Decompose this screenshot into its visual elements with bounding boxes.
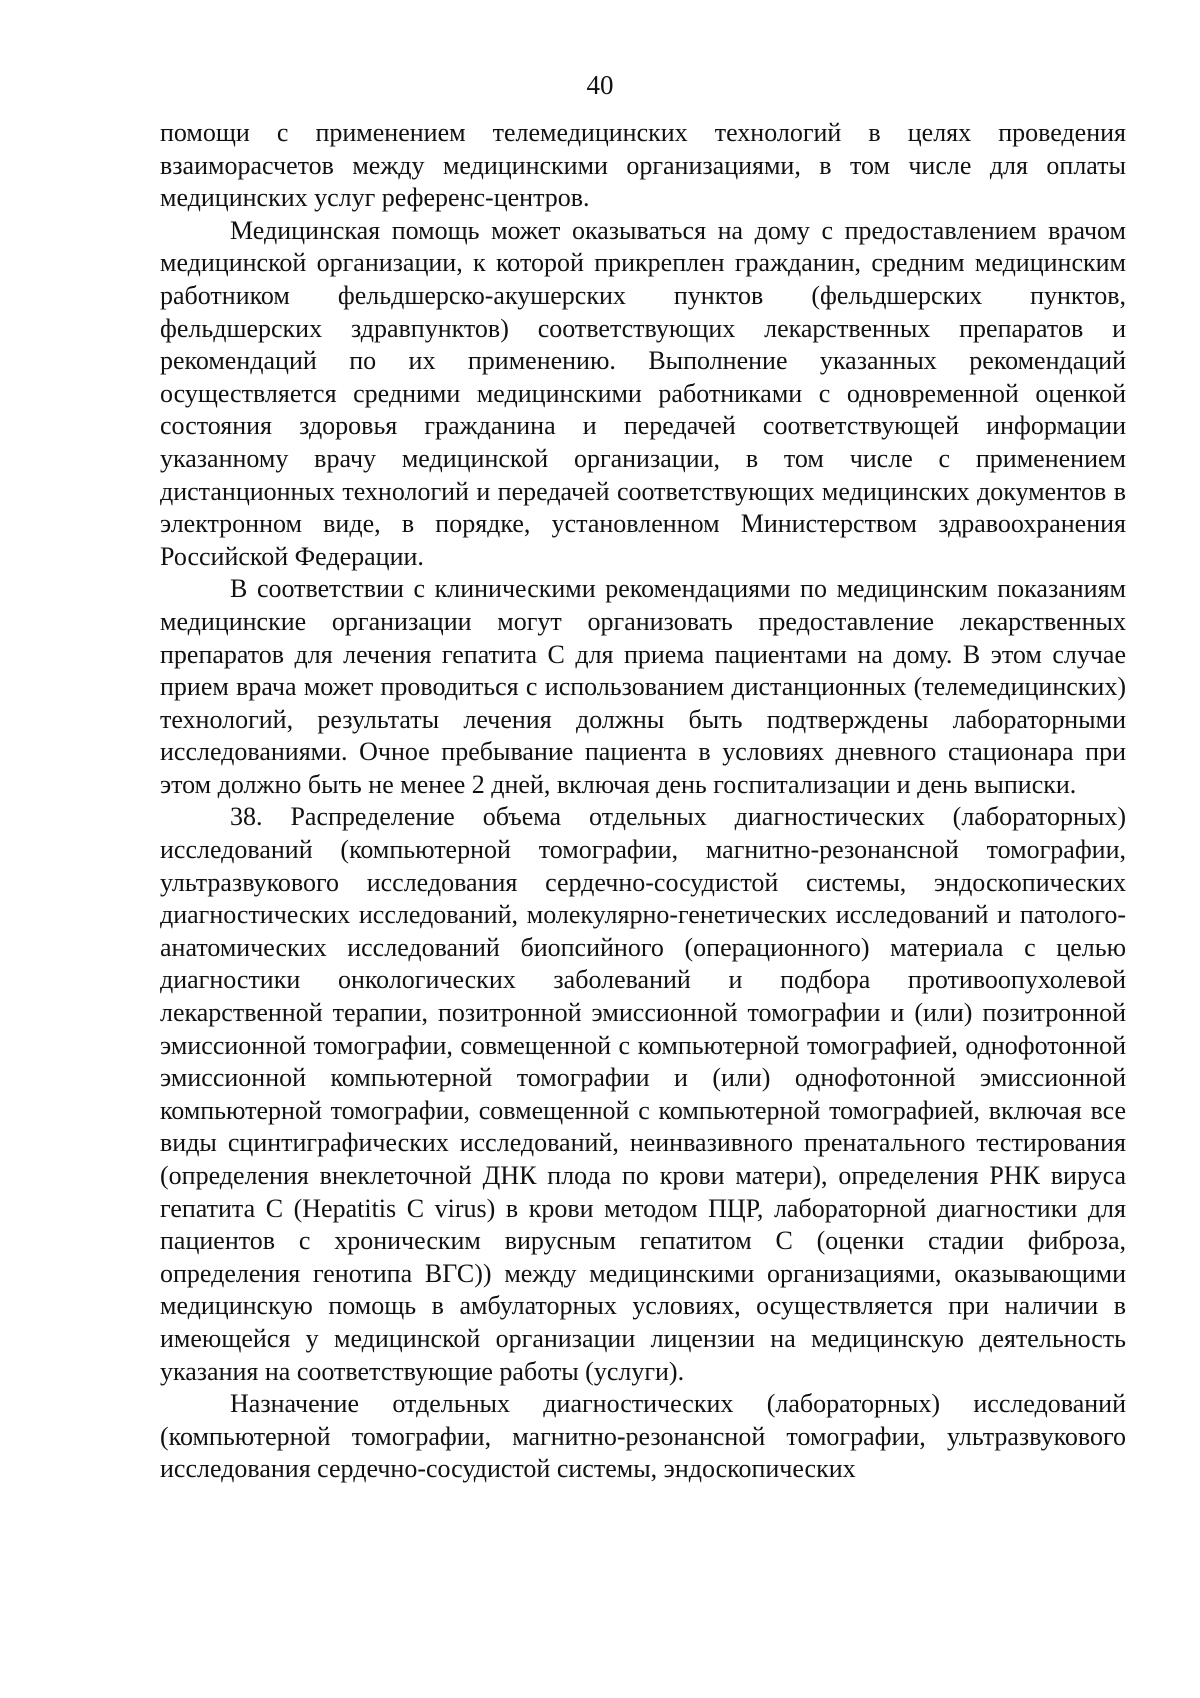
body-text xyxy=(160,117,1126,1486)
paragraph-assignment: Назначение отдельных диагностических (лабораторных) исследований (компьютерной томографии, магнитно-резонансной томографии, ультразвукового исследования сердечно-сосудистой системы, эндоскопических xyxy=(160,1389,1126,1484)
paragraph-home-care: Медицинская помощь может оказываться на дому с предоставлением врачом медицинской организации, к которой прикреплен гражданин, средним медицинским работником фельдшерско-акушерских пунктов (фельдшерских пунктов, фельдшерских здравпунктов) соответствующих лекарственных препаратов и рекомендаций по их применению. Выполнение указанных рекомендаций осуществляется средними медицинскими работниками с одновременной оценкой состояния здоровья гражданина и передачей соответствующей информации указанному врачу медицинской организации, в том числе с применением дистанционных технологий и передачей соответствующих медицинских документов в электронном виде, в порядке, установленном Министерством здравоохранения Российской Федерации. xyxy=(160,215,1126,571)
paragraph-hepatitis-c: В соответствии с клиническими рекомендациями по медицинским показаниям медицинские организации могут организовать предоставление лекарственных препаратов для лечения гепатита С для приема пациентами на дому. В этом случае прием врача может проводиться с использованием дистанционных (телемедицинских) технологий, результаты лечения должны быть подтверждены лабораторными исследованиями. Очное пребывание пациента в условиях дневного стационара при этом должно быть не менее 2 дней, включая день госпитализации и день выписки. xyxy=(160,574,1126,799)
page-number: 40 xyxy=(586,70,614,100)
paragraph-item-38: 38. Распределение объема отдельных диагностических (лабораторных) исследований (компьютерной томографии, магнитно-резонансной томографии, ультразвукового исследования сердечно-сосудистой системы, эндоскопических диагностических исследований, молекулярно-генетических исследований и патолого-анатомических исследований биопсийного (операционного) материала с целью диагностики онкологических заболеваний и подбора противоопухолевой лекарственной терапии, позитронной эмиссионной томографии и (или) позитронной эмиссионной томографии, совмещенной с компьютерной томографией, однофотонной эмиссионной компьютерной томографии и (или) однофотонной эмиссионной компьютерной томографии, совмещенной с компьютерной томографией, включая все виды сцинтиграфических исследований, неинвазивного пренатального тестирования (определения внеклеточной ДНК плода по крови матери), определения РНК вируса гепатита С (Hepatitis C virus) в крови методом ПЦР, лабораторной диагностики для пациентов с хроническим вирусным гепатитом С (оценки стадии фиброза, определения генотипа ВГС)) между медицинскими организациями, оказывающими медицинскую помощь в амбулаторных условиях, осуществляется при наличии в имеющейся у медицинской организации лицензии на медицинскую деятельность указания на соответствующие работы (услуги). xyxy=(160,802,1126,1386)
paragraph-continuation: помощи с применением телемедицинских технологий в целях проведения взаиморасчетов между медицинскими организациями, в том числе для оплаты медицинских услуг референс-центров. xyxy=(160,118,1126,213)
